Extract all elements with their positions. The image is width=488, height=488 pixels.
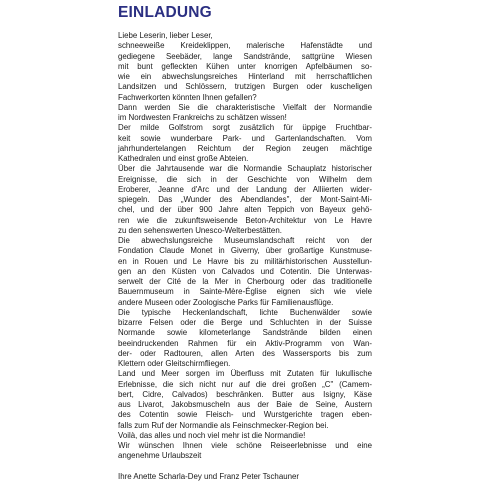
text-line: wie ein abwechslungsreiches Hinterland mit herrschaftlichen — [118, 72, 372, 81]
text-line: der- oder Radtouren, allen Arten des Wassersports bis zum — [118, 348, 372, 358]
text-line: Wir wünschen Ihnen viele schöne Reiseerlebnisse und eine — [118, 441, 372, 450]
text-line: spiegeln. Das „Wunder des Abendlandes", der Mont-Saint-Mi- — [118, 195, 372, 204]
text-line: Fondation Claude Monet in Giverny, über großartige Kunstmuse- — [118, 246, 372, 256]
text-line: zu den sehenswerten Unesco-Welterbestätten. — [118, 225, 282, 235]
text-line: schneeweiße Kreideklippen, malerische Hafenstädte und — [118, 41, 372, 51]
text-line: Fachwerkorten könnten Ihnen gefallen? — [118, 92, 257, 102]
text-line: Bauernmuseum in Sainte-Mère-Église eignen sich wie viele — [118, 287, 372, 297]
text-line: keit sowie wunderbare Park- und Gartenlandschaften. Vom — [118, 133, 372, 143]
text-line: ren wie die zukunftsweisende Beton-Architektur von Le Havre — [118, 215, 372, 225]
text-line: Die typische Heckenlandschaft, lichte Buchenwälder sowie — [118, 307, 372, 317]
text-line: Voilà, das alles und noch viel mehr ist die Normandie! — [118, 430, 306, 440]
text-line: en in Rouen und Le Havre bis zu militärhistorischen Ausstellun- — [118, 256, 372, 266]
text-line: beeindruckenden Rahmen für ein Aktiv-Programm von Wan- — [118, 338, 372, 348]
text-line: Klettern oder Gleitschirmfliegen. — [118, 359, 231, 368]
text-line: bert, Cidre, Calvados) beschränken. Butter aus Isigny, Käse — [118, 389, 372, 399]
text-line: Normande sowie kilometerlange Sandstrände bilden einen — [118, 328, 372, 338]
paragraph-gap — [118, 462, 372, 472]
text-line: im Nordwesten Frankreichs zu schätzen wissen! — [118, 113, 287, 122]
text-line: Dann werden Sie die charakteristische Vielfalt der Normandie — [118, 102, 372, 112]
text-line: Der milde Golfstrom sorgt zusätzlich für üppige Fruchtbar- — [118, 123, 372, 133]
text-line: jahrhundertelangen Reichtum der Region zeugen mächtige — [118, 143, 372, 153]
text-line: Ereignisse, die sich in der Geschichte von Wilhelm dem — [118, 174, 372, 184]
text-line: angenehme Urlaubszeit — [118, 451, 202, 461]
text-line: Land und Meer sorgen im Überfluss mit Zutaten für lukullische — [118, 369, 372, 379]
text-line: mit bunt gefleckten Kühen unter knorrigen Apfelbäumen so- — [118, 61, 372, 71]
page-title: EINLADUNG — [118, 4, 212, 21]
text-line: Über die Jahrtausende war die Normandie Schauplatz historischer — [118, 164, 372, 174]
text-line: Liebe Leserin, lieber Leser, — [118, 31, 213, 40]
invitation-text — [118, 31, 372, 482]
text-line: bizarre Felsen oder die Berge und Schluchten in der Suisse — [118, 318, 372, 327]
text-line: gen an den Küsten von Calvados und Cotentin. Die Unterwas- — [118, 266, 372, 276]
text-line: falls zum Ruf der Normandie als Feinschmecker-Region bei. — [118, 420, 329, 430]
text-line: Landsitzen und Schlössern, trutzigen Burgen oder kuscheligen — [118, 82, 372, 92]
text-line: aus Livarot, Jakobsmuscheln aus der Baie de Seine, Austern — [118, 400, 372, 409]
text-line: chel, und der über 900 Jahre alten Teppich von Bayeux gehö- — [118, 205, 372, 215]
text-line: andere Museen oder Zoologische Parks für Familienausflüge. — [118, 297, 334, 307]
text-line: Kathedralen und einst große Abteien. — [118, 154, 249, 163]
text-line: Eroberer, Jeanne d'Arc und der Landung der Alliierten wider- — [118, 184, 372, 194]
text-line: des Cotentin sowie Fleisch- und Wurstgerichte tragen eben- — [118, 410, 372, 420]
text-line: serwelt der Cité de la Mer in Cherbourg oder das traditionelle — [118, 277, 372, 286]
text-line: Erlebnisse, die sich nicht nur auf die drei großen „C" (Camem- — [118, 379, 372, 389]
text-line: gediegene Seebäder, lange Sandstrände, sattgrüne Wiesen — [118, 51, 372, 61]
text-line: Die abwechslungsreiche Museumslandschaft reicht von der — [118, 236, 372, 245]
signature: Ihre Anette Scharla-Dey und Franz Peter Tschauner — [118, 471, 299, 481]
